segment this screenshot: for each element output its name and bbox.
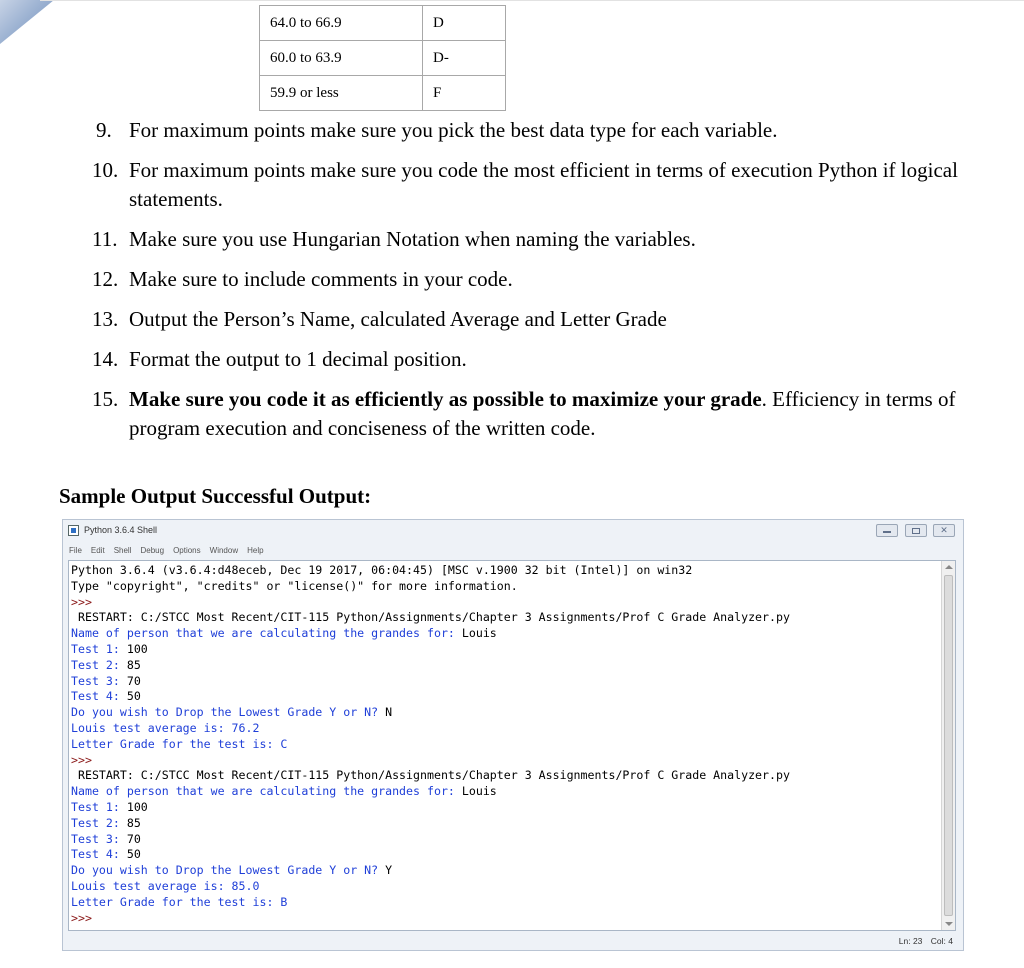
- shell-user-input: Louis: [461, 626, 497, 641]
- requirement-text-wrap: [129, 118, 777, 142]
- shell-line: [71, 879, 939, 895]
- grade-row: [260, 41, 506, 76]
- grade-letter-cell: F: [423, 76, 506, 111]
- shell-line-text: Do you wish to Drop the Lowest Grade Y or N?: [71, 705, 386, 720]
- window-controls: [874, 524, 955, 542]
- grade-scale-table: [259, 5, 506, 111]
- requirement-text-wrap: [129, 307, 667, 331]
- shell-user-input: Y: [385, 863, 393, 878]
- shell-line: [71, 863, 939, 879]
- requirement-text: . Efficiency in terms of program execution and conciseness of the written code.: [129, 387, 956, 440]
- requirement-item: [92, 305, 972, 334]
- requirement-text: Output the Person’s Name, calculated Average and Letter Grade: [129, 307, 667, 331]
- shell-line: [71, 721, 939, 737]
- requirement-text-wrap: [129, 267, 513, 291]
- shell-user-input: 70: [126, 673, 141, 688]
- requirement-text-wrap: [129, 387, 955, 440]
- requirement-number: 13.: [92, 307, 119, 331]
- line-indicator: Ln: 23: [898, 936, 923, 946]
- requirement-text-wrap: [129, 227, 696, 251]
- shell-user-input: N: [385, 705, 393, 720]
- shell-line: [71, 689, 939, 705]
- grade-row: [260, 76, 506, 111]
- shell-line-text: Letter Grade for the test is: B: [71, 894, 288, 909]
- shell-titlebar[interactable]: [63, 520, 963, 542]
- shell-line: [71, 737, 939, 753]
- requirement-text-wrap: [129, 158, 958, 211]
- shell-line-text: Letter Grade for the test is: C: [71, 736, 288, 751]
- shell-text-area[interactable]: [68, 560, 956, 931]
- shell-line-text: Test 3:: [71, 673, 127, 688]
- shell-line: [71, 800, 939, 816]
- shell-line: [71, 658, 939, 674]
- menu-item-help[interactable]: Help: [247, 546, 264, 555]
- shell-user-input: 100: [126, 641, 148, 656]
- shell-line: [71, 642, 939, 658]
- shell-line-text: Louis test average is: 76.2: [71, 720, 260, 735]
- shell-line: [71, 911, 939, 927]
- shell-line: [71, 674, 939, 690]
- requirement-number: 14.: [92, 347, 119, 371]
- shell-menubar: [69, 546, 273, 558]
- shell-line-text: RESTART: C:/STCC Most Recent/CIT-115 Python/Assignments/Chapter 3 Assignments/Prof C Grade Analyzer.py: [71, 610, 797, 625]
- vertical-scrollbar[interactable]: [941, 561, 955, 930]
- menu-item-edit[interactable]: Edit: [90, 546, 105, 555]
- shell-user-input: 85: [126, 815, 141, 830]
- shell-line-text: Do you wish to Drop the Lowest Grade Y or N?: [71, 863, 386, 878]
- shell-line-text: >>>: [71, 910, 99, 925]
- requirement-item: [92, 385, 972, 443]
- python-icon: [68, 525, 79, 536]
- minimize-button[interactable]: [876, 524, 898, 537]
- scroll-down-arrow-icon[interactable]: [945, 922, 953, 926]
- sample-output-heading: Sample Output Successful Output:: [59, 484, 372, 508]
- requirements-list: [92, 116, 972, 454]
- requirement-item: [92, 225, 972, 254]
- page-top-rule: [40, 0, 1024, 1]
- shell-line-text: Test 4:: [71, 847, 127, 862]
- shell-line-text: Test 1:: [71, 641, 127, 656]
- requirement-number: 11.: [92, 227, 118, 251]
- shell-line: [71, 595, 939, 611]
- shell-line-text: Type "copyright", "credits" or "license()" for more information.: [71, 578, 518, 593]
- requirement-item: [92, 116, 972, 145]
- shell-line: [71, 895, 939, 911]
- grade-letter-cell: D-: [423, 41, 506, 76]
- shell-user-input: 50: [126, 689, 141, 704]
- shell-line-text: Test 2:: [71, 657, 127, 672]
- requirement-text: Make sure to include comments in your code.: [129, 267, 513, 291]
- shell-user-input: 85: [126, 657, 141, 672]
- shell-line-text: >>>: [71, 594, 99, 609]
- requirement-text: Make sure you use Hungarian Notation when naming the variables.: [129, 227, 696, 251]
- shell-line: [71, 626, 939, 642]
- shell-window-title: Python 3.6.4 Shell: [84, 525, 158, 535]
- shell-line: [71, 705, 939, 721]
- requirement-number: 12.: [92, 267, 119, 291]
- requirement-bold-text: Make sure you code it as efficiently as possible to maximize your grade: [129, 387, 762, 411]
- shell-line-text: Test 3:: [71, 831, 127, 846]
- shell-line-text: >>>: [71, 752, 99, 767]
- shell-line: [71, 816, 939, 832]
- close-button[interactable]: ✕: [933, 524, 955, 537]
- requirement-number: 10.: [92, 158, 119, 182]
- shell-line-text: Test 2:: [71, 815, 127, 830]
- shell-line: [71, 579, 939, 595]
- shell-line: [71, 610, 939, 626]
- shell-line-text: Test 4:: [71, 689, 127, 704]
- shell-line-text: Test 1:: [71, 799, 127, 814]
- scrollbar-thumb[interactable]: [944, 575, 953, 916]
- menu-item-window[interactable]: Window: [209, 546, 239, 555]
- requirement-text: For maximum points make sure you pick the best data type for each variable.: [129, 118, 778, 142]
- shell-line-text: Louis test average is: 85.0: [71, 878, 260, 893]
- shell-user-input: Louis: [461, 784, 497, 799]
- requirement-item: [92, 265, 972, 294]
- shell-statusbar: [893, 936, 953, 946]
- shell-line: [71, 832, 939, 848]
- grade-range-cell: 60.0 to 63.9: [260, 41, 423, 76]
- requirement-number: 9.: [96, 118, 112, 142]
- python-shell-window: [62, 519, 964, 951]
- shell-line: [71, 563, 939, 579]
- shell-line-text: RESTART: C:/STCC Most Recent/CIT-115 Python/Assignments/Chapter 3 Assignments/Prof C Grade Analyzer.py: [71, 768, 797, 783]
- shell-user-input: 50: [126, 847, 141, 862]
- grade-letter-cell: D: [423, 6, 506, 41]
- shell-line-text: Python 3.6.4 (v3.6.4:d48eceb, Dec 19 2017, 06:04:45) [MSC v.1900 32 bit (Intel)] on win32: [71, 563, 693, 577]
- shell-output: [71, 563, 939, 926]
- requirement-item: [92, 156, 972, 214]
- grade-row: [260, 6, 506, 41]
- shell-line: [71, 847, 939, 863]
- shell-user-input: 70: [126, 831, 141, 846]
- menu-item-options[interactable]: Options: [173, 546, 201, 555]
- column-indicator: Col: 4: [930, 936, 953, 946]
- page-corner-decoration: [0, 0, 54, 44]
- shell-line: [71, 768, 939, 784]
- grade-range-cell: 64.0 to 66.9: [260, 6, 423, 41]
- menu-item-debug[interactable]: Debug: [140, 546, 165, 555]
- requirement-item: [92, 345, 972, 374]
- menu-item-file[interactable]: File: [69, 546, 82, 555]
- scroll-up-arrow-icon[interactable]: [945, 565, 953, 569]
- maximize-button[interactable]: [905, 524, 927, 537]
- requirement-text: Format the output to 1 decimal position.: [129, 347, 467, 371]
- requirement-text: For maximum points make sure you code the most efficient in terms of execution Python if logical statements.: [129, 158, 958, 211]
- requirement-text-wrap: [129, 347, 467, 371]
- shell-line: [71, 784, 939, 800]
- shell-user-input: 100: [126, 799, 148, 814]
- requirement-number: 15.: [92, 387, 119, 411]
- grade-range-cell: 59.9 or less: [260, 76, 423, 111]
- shell-line-text: Name of person that we are calculating the grandes for:: [71, 784, 462, 799]
- shell-line-text: Name of person that we are calculating the grandes for:: [71, 626, 462, 641]
- shell-line: [71, 753, 939, 769]
- menu-item-shell[interactable]: Shell: [113, 546, 132, 555]
